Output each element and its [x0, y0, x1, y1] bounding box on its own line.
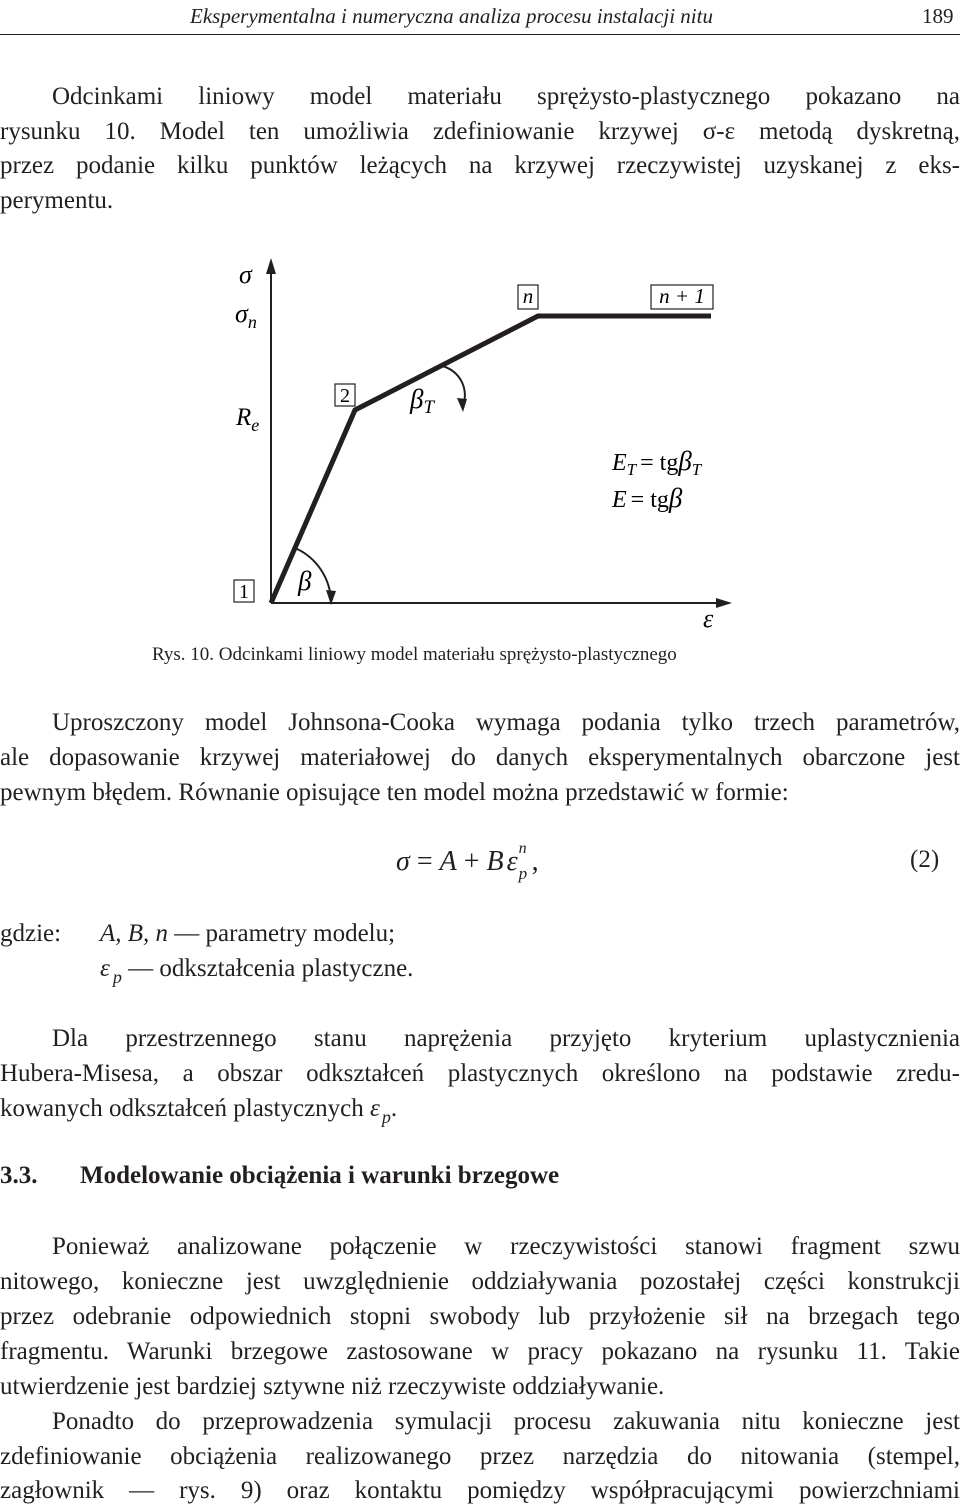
figure-10-diagram: [0, 240, 960, 640]
eq-plus: +: [456, 846, 487, 877]
point-1-label: 1: [239, 581, 249, 603]
page-number: 189: [922, 4, 954, 28]
jc-line-1: Uproszczony model Johnsona-Cooka wymaga podania tylko trzech parametrów,: [52, 709, 960, 736]
definition-params: [100, 920, 395, 948]
point-n1-text: n + 1: [659, 284, 705, 308]
def-eps-text: — odkształcenia plastyczne.: [121, 955, 414, 982]
jc-line-2: ale dopasowanie krzywej materiałowej do danych eksperymentalnych obarczone jest: [0, 744, 960, 771]
re-subscript: e: [251, 415, 260, 435]
load-line-2: zdefiniowanie obciążenia realizowanego przez narzędzia do nitowania (stempel,: [0, 1443, 960, 1470]
bc-line-2: nitowego, konieczne jest uwzględnienie oddziaływania pozostałej części konstrukcji: [0, 1268, 960, 1295]
point-n1-label: [659, 284, 705, 308]
e-symbol: E: [612, 487, 627, 513]
section-heading: [0, 1162, 559, 1190]
bc-line-3: przez odebranie odpowiednich stopni swobody lub przyłożenie sił na brzegach tego: [0, 1303, 960, 1330]
equation-number: (2): [910, 846, 940, 873]
bc-line-4: fragmentu. Warunki brzegowe zastosowane w pracy pokazano na rysunku 11. Takie: [0, 1338, 960, 1365]
hm-line-3-end: .: [390, 1095, 398, 1122]
e-rhs: = tg: [630, 487, 669, 513]
beta-t-subscript: T: [423, 397, 435, 418]
beta-t-symbol: β: [410, 384, 424, 414]
eq-exponent: n: [518, 840, 527, 857]
beta-label: β: [298, 566, 312, 596]
et-beta: β: [678, 446, 692, 476]
load-line-3: zagłownik — rys. 9) oraz kontaktu pomiędzy współpracującymi powierzchniami: [0, 1477, 960, 1504]
load-line-1: Ponadto do przeprowadzenia symulacji procesu zakuwania nitu konieczne jest: [52, 1408, 960, 1435]
et-subscript: T: [626, 460, 637, 479]
page-header: [0, 0, 960, 36]
intro-line-2: rysunku 10. Model ten umożliwia zdefiniowanie krzywej σ-ε metodą dyskretną,: [0, 118, 960, 145]
definition-plastic-strain: [100, 955, 414, 987]
bc-line-5: utwierdzenie jest bardziej sztywne niż rzeczywiste oddziaływanie.: [0, 1373, 665, 1400]
hm-line-3: [0, 1094, 960, 1125]
point-2-label: 2: [340, 385, 350, 407]
sigma-n-label: [235, 299, 257, 332]
bc-line-1: Ponieważ analizowane połączenie w rzeczywistości stanowi fragment szwu: [52, 1233, 960, 1260]
e-equation: [611, 483, 683, 513]
figure-caption: Rys. 10. Odcinkami liniowy model materiału sprężysto-plastycznego: [152, 644, 677, 665]
intro-line-1: Odcinkami liniowy model materiału sprężysto-plastycznego pokazano na: [52, 83, 960, 110]
header-rule: [0, 34, 960, 35]
et-equation: [611, 446, 703, 479]
hm-eps-subscript: p: [381, 1107, 391, 1127]
hm-line-3-text: kowanych odkształceń plastycznych: [0, 1095, 371, 1122]
eq-sigma: σ: [396, 846, 410, 877]
hm-line-1: Dla przestrzennego stanu naprężenia przyjęto kryterium uplastycznienia: [52, 1025, 960, 1052]
y-axis-arrow: [266, 258, 276, 274]
beta-t-label: [409, 384, 435, 418]
re-label: [235, 404, 259, 435]
sigma-n-symbol: σ: [235, 299, 248, 328]
point-n-label: n: [522, 284, 534, 308]
sigma-axis-label: σ: [239, 260, 252, 289]
def-eps-symbol: ε: [100, 955, 110, 982]
eq-subscript: p: [518, 864, 528, 883]
et-beta-subscript: T: [691, 460, 702, 479]
section-number: 3.3.: [0, 1162, 38, 1189]
et-rhs: = tg: [640, 450, 679, 476]
sigma-n-subscript: n: [247, 312, 257, 332]
epsilon-axis-label: ε: [703, 604, 714, 633]
eq-a: A: [439, 846, 457, 877]
hm-line-2: Hubera-Misesa, a obszar odkształceń plastycznych określono na podstawie zredu-: [0, 1060, 960, 1087]
running-title: Eksperymentalna i numeryczna analiza procesu instalacji nitu: [190, 4, 713, 28]
re-symbol: R: [236, 404, 252, 431]
eq-comma: ,: [531, 846, 539, 877]
hm-eps-symbol: ε: [370, 1095, 380, 1122]
equation-2: [396, 840, 539, 883]
eq-equals: =: [409, 846, 440, 877]
intro-line-4: perymentu.: [0, 187, 114, 214]
beta-t-arc-arrow: [457, 398, 467, 412]
eq-epsilon: ε: [506, 846, 518, 877]
x-axis-arrow: [716, 598, 732, 608]
def-params-vars: A, B, n: [100, 920, 169, 947]
section-title: Modelowanie obciążenia i warunki brzegowe: [80, 1162, 560, 1189]
gdzie-label: gdzie:: [0, 920, 62, 947]
e-beta: β: [668, 483, 683, 513]
et-symbol: E: [612, 450, 627, 476]
def-params-text: — parametry modelu;: [168, 920, 396, 947]
def-eps-subscript: p: [112, 967, 122, 987]
eq-scripts: [518, 840, 532, 883]
jc-line-3: pewnym błędem. Równanie opisujące ten model można przedstawić w formie:: [0, 779, 789, 806]
eq-b: B: [486, 846, 504, 877]
intro-line-3: przez podanie kilku punktów leżących na krzywej rzeczywistej uzyskanej z eks-: [0, 152, 960, 179]
